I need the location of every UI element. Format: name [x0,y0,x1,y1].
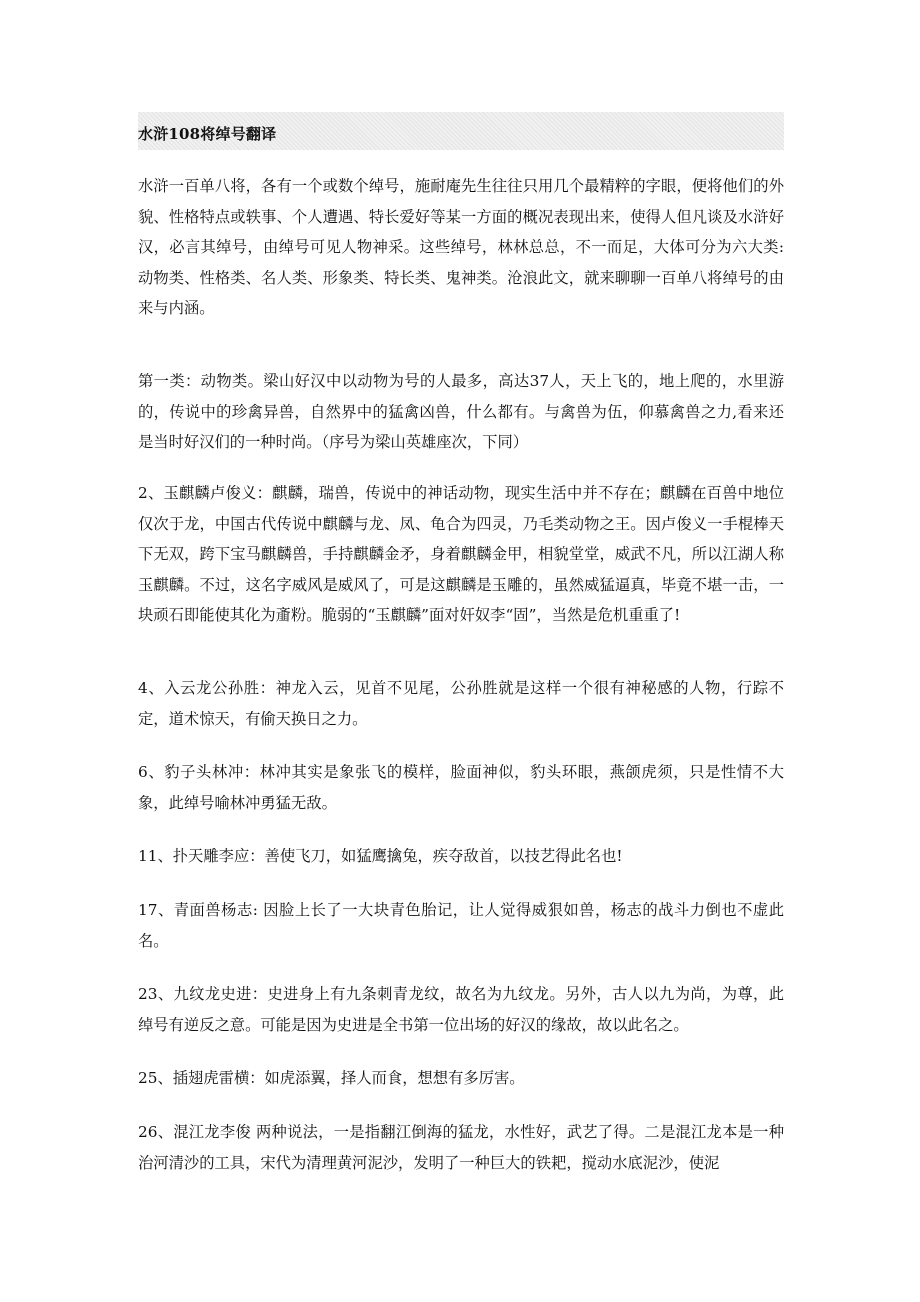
entry-li-ying: 11、扑天雕李应：善使飞刀，如猛鹰擒兔，疾夺敌首，以技艺得此名也! [138,847,623,865]
intro-paragraph: 水浒一百单八将，各有一个或数个绰号，施耐庵先生往往只用几个最精粹的字眼，便将他们的外貌、性格特点或轶事、个人遭遇、特长爱好等某一方面的概况表现出来，使得人但凡谈及水浒好汉，必言其绰号，由绰号可见人物神采。这些绰号，林林总总，不一而足，大体可分为六大类: 动物类、性格类、名人类、形象类、特长类、鬼神类。沧浪此文，就来聊聊一百单八将绰号的由来与内涵。 [138,177,784,317]
entry-li-jun: 26、混江龙李俊 两种说法，一是指翻江倒海的猛龙，水性好，武艺了得。二是混江龙本是一种治河清沙的工具，宋代为清理黄河泥沙，发明了一种巨大的铁耙，搅动水底泥沙，使泥 [138,1123,784,1172]
entry-yang-zhi: 17、青面兽杨志: 因脸上长了一大块青色胎记，让人觉得威狠如兽，杨志的战斗力倒也不虚此名。 [138,901,784,950]
entry-lin-chong: 6、豹子头林冲：林冲其实是象张飞的模样，脸面神似，豹头环眼，燕颌虎须，只是性情不大象，此绰号喻林冲勇猛无敌。 [138,763,784,812]
category-one-paragraph: 第一类：动物类。梁山好汉中以动物为号的人最多，高达37人，天上飞的，地上爬的，水里游的，传说中的珍禽异兽，自然界中的猛禽凶兽，什么都有。与禽兽为伍，仰慕禽兽之力,看来还是当时好汉们的一种时尚。（序号为梁山英雄座次，下同） [138,372,784,451]
document-title: 水浒108将绰号翻译 [138,125,277,143]
entry-lei-heng: 25、插翅虎雷横：如虎添翼，择人而食，想想有多厉害。 [138,1069,525,1087]
entry-gongsun-sheng: 4、入云龙公孙胜：神龙入云，见首不见尾，公孙胜就是这样一个很有神秘感的人物，行踪不定，道术惊天，有偷天换日之力。 [138,679,784,728]
entry-lu-junyi: 2、玉麒麟卢俊义：麒麟，瑞兽，传说中的神话动物，现实生活中并不存在；麒麟在百兽中地位仅次于龙，中国古代传说中麒麟与龙、凤、龟合为四灵，乃毛类动物之王。因卢俊义一手棍棒天下无双，跨下宝马麒麟兽，手持麒麟金矛，身着麒麟金甲，相貌堂堂，威武不凡，所以江湖人称玉麒麟。不过，这名字威风是威风了，可是这麒麟是玉雕的，虽然威猛逼真，毕竟不堪一击，一块顽石即能使其化为齑粉。脆弱的“玉麒麟”面对奸奴李“固”，当然是危机重重了! [138,484,784,624]
entry-shi-jin: 23、九纹龙史进：史进身上有九条刺青龙纹，故名为九纹龙。另外，古人以九为尚，为尊，此绰号有逆反之意。可能是因为史进是全书第一位出场的好汉的缘故，故以此名之。 [138,985,784,1034]
